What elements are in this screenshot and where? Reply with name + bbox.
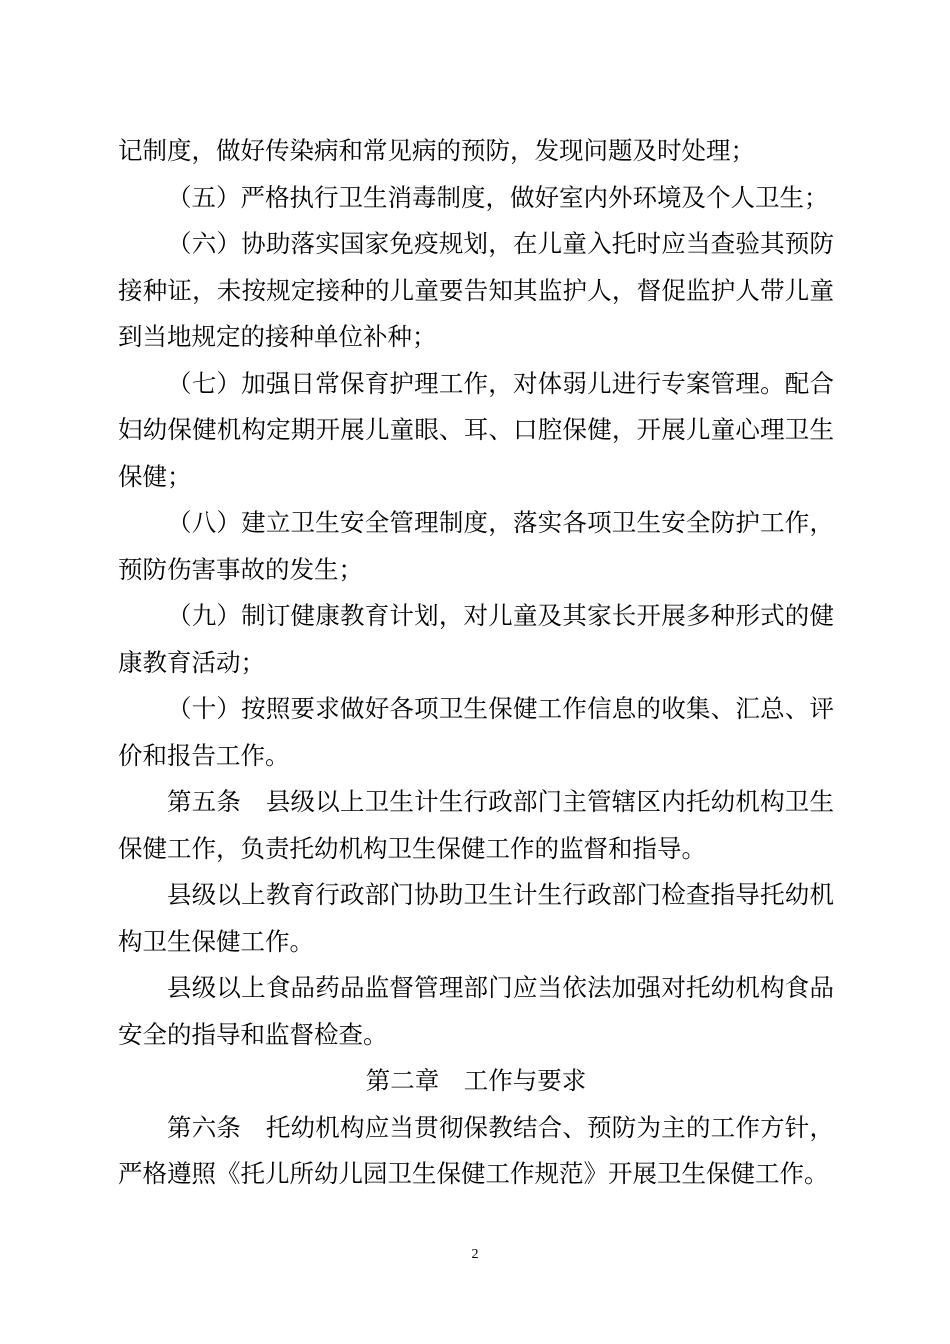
paragraph-item-8: （八）建立卫生安全管理制度，落实各项卫生安全防护工作，预防伤害事故的发生； (118, 508, 834, 584)
page-number: 2 (471, 1247, 479, 1262)
paragraph-food-drug-dept: 县级以上食品药品监督管理部门应当依法加强对托幼机构食品安全的指导和监督检查。 (118, 973, 834, 1049)
paragraph-item-5: （五）严格执行卫生消毒制度，做好室内外环境及个人卫生； (167, 182, 829, 212)
paragraph-article-5: 第五条 县级以上卫生计生行政部门主管辖区内托幼机构卫生保健工作，负责托幼机构卫生保健工作的监督和指导。 (118, 787, 834, 863)
paragraph-item-10: （十）按照要求做好各项卫生保健工作信息的收集、汇总、评价和报告工作。 (118, 694, 834, 770)
paragraph-item-9: （九）制订健康教育计划，对儿童及其家长开展多种形式的健康教育活动； (118, 601, 834, 677)
paragraph-item-6: （六）协助落实国家免疫规划，在儿童入托时应当查验其预防接种证，未按规定接种的儿童要告知其监护人，督促监护人带儿童到当地规定的接种单位补种； (118, 229, 834, 351)
document-body (118, 128, 834, 1198)
paragraph-continuation: 记制度，做好传染病和常见病的预防，发现问题及时处理； (118, 136, 755, 165)
chapter-heading: 第二章 工作与要求 (365, 1066, 587, 1095)
paragraph-item-7: （七）加强日常保育护理工作，对体弱儿进行专案管理。配合妇幼保健机构定期开展儿童眼、耳、口腔保健，开展儿童心理卫生保健； (118, 368, 834, 491)
paragraph-education-dept: 县级以上教育行政部门协助卫生计生行政部门检查指导托幼机构卫生保健工作。 (118, 880, 834, 956)
paragraph-article-6: 第六条 托幼机构应当贯彻保教结合、预防为主的工作方针，严格遵照《托儿所幼儿园卫生保健工作规范》开展卫生保健工作。 (118, 1112, 834, 1188)
